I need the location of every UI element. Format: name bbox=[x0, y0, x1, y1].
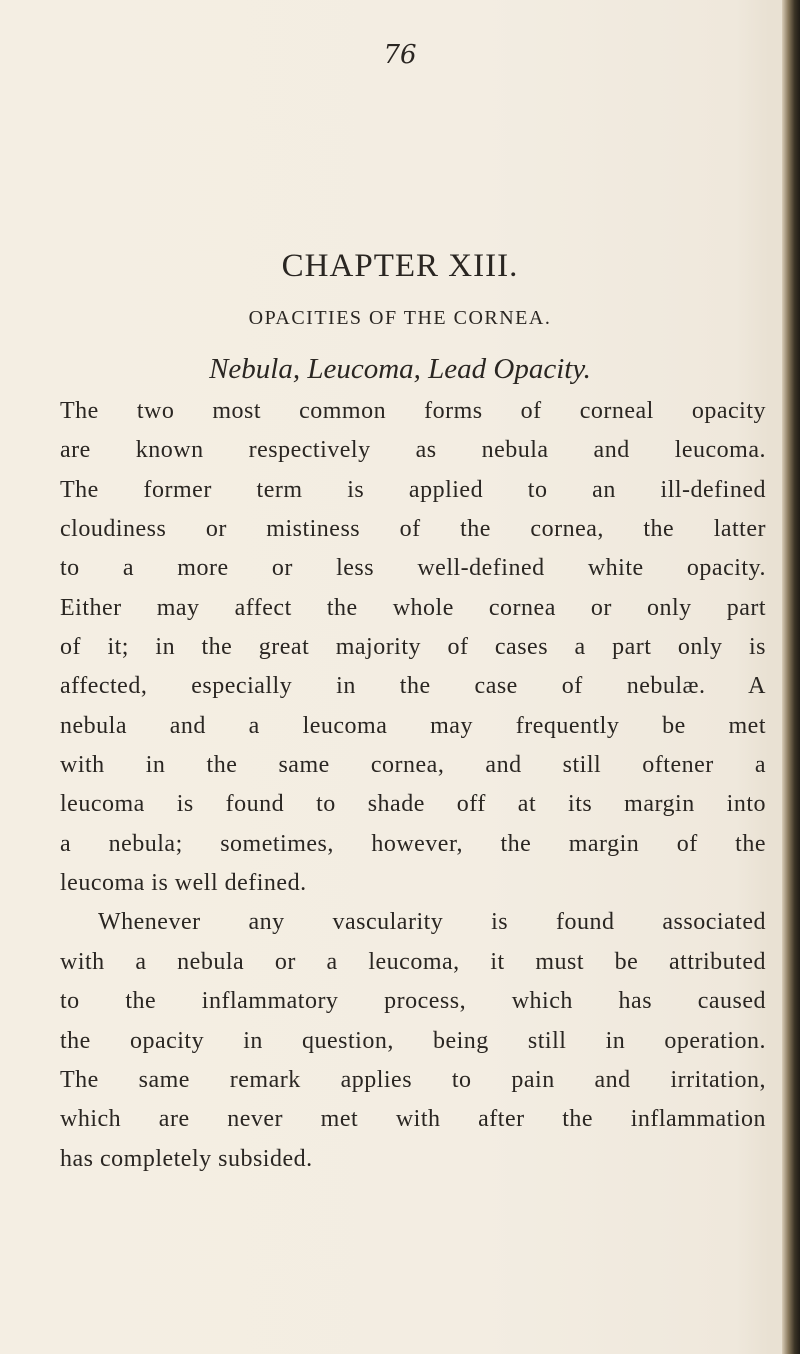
text-line: the opacity in question, being still in operation. bbox=[60, 1027, 766, 1054]
text-line: leucoma is found to shade off at its margin into bbox=[60, 791, 766, 818]
text-line: cloudiness or mistiness of the cornea, the latter bbox=[60, 516, 766, 543]
paragraph-1 bbox=[60, 392, 766, 903]
text-line: which are never met with after the inflammation bbox=[60, 1106, 766, 1133]
section-title: OPACITIES OF THE CORNEA. bbox=[248, 307, 552, 329]
text-line: leucoma is well defined. bbox=[60, 870, 307, 897]
paragraph-2 bbox=[60, 903, 766, 1178]
text-line: nebula and a leucoma may frequently be met bbox=[60, 712, 766, 739]
text-line: Whenever any vascularity is found associated bbox=[98, 909, 766, 936]
text-line: a nebula; sometimes, however, the margin of the bbox=[60, 830, 766, 857]
text-line: affected, especially in the case of nebulæ. A bbox=[60, 673, 766, 700]
text-line: with in the same cornea, and still oftener a bbox=[60, 752, 766, 779]
text-line: are known respectively as nebula and leucoma. bbox=[60, 437, 766, 464]
text-line: to a more or less well-defined white opacity. bbox=[60, 555, 766, 582]
text-line: The same remark applies to pain and irritation, bbox=[60, 1066, 766, 1093]
text-line: has completely subsided. bbox=[60, 1145, 313, 1172]
text-line: The former term is applied to an ill-defined bbox=[60, 476, 766, 503]
chapter-title: CHAPTER XIII. bbox=[281, 248, 519, 284]
page-number: 76 bbox=[383, 40, 417, 70]
book-binding-edge bbox=[782, 0, 800, 1354]
text-line: of it; in the great majority of cases a part only is bbox=[60, 634, 766, 661]
chapter-subtitle: Nebula, Leucoma, Lead Opacity. bbox=[209, 353, 591, 385]
text-line: with a nebula or a leucoma, it must be attributed bbox=[60, 948, 766, 975]
text-line: Either may affect the whole cornea or only part bbox=[60, 594, 766, 621]
body-text bbox=[60, 392, 766, 1179]
text-line: The two most common forms of corneal opacity bbox=[60, 398, 766, 424]
text-line: to the inflammatory process, which has caused bbox=[60, 988, 766, 1015]
